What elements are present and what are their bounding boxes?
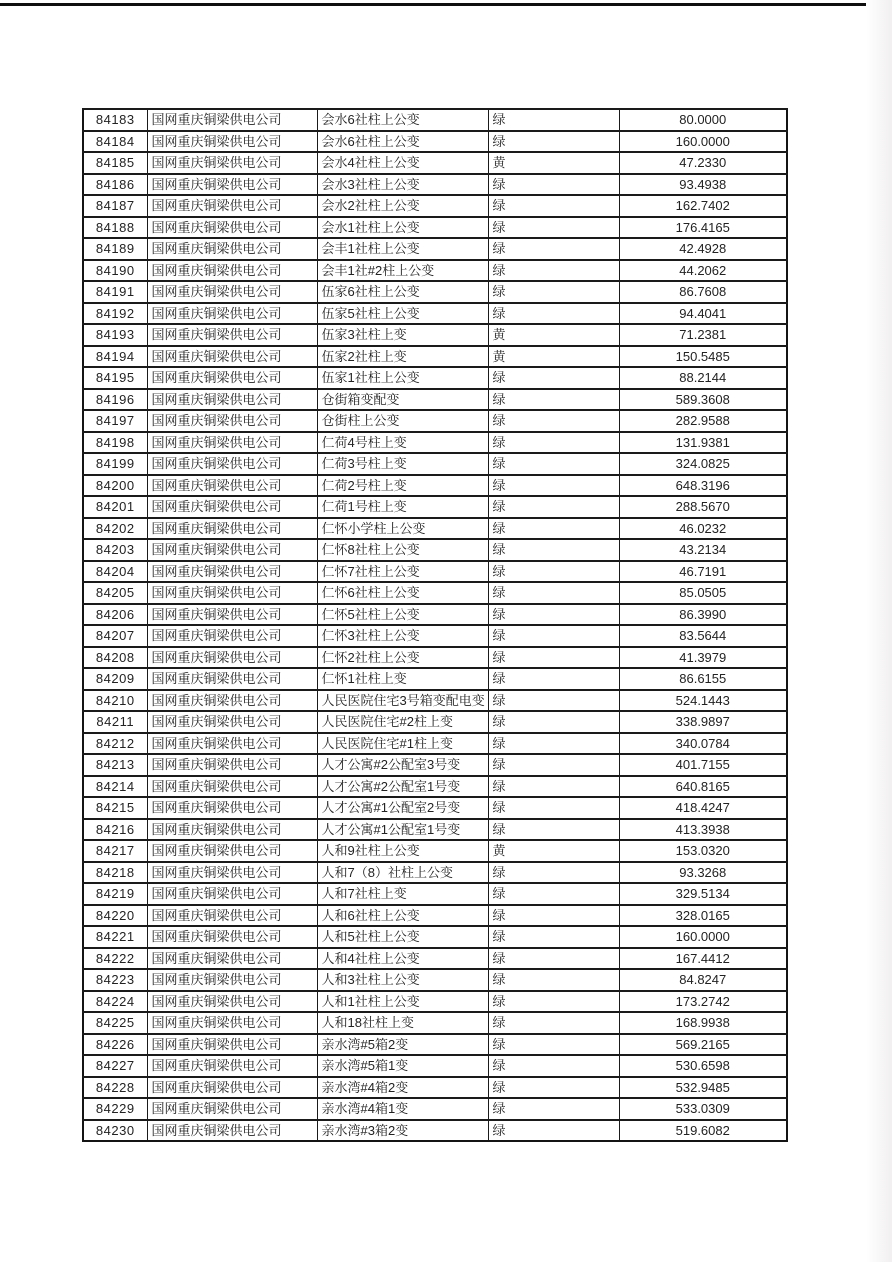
value-cell: 150.5485	[619, 346, 787, 368]
row-id-cell: 84211	[83, 711, 147, 733]
row-id-cell: 84200	[83, 475, 147, 497]
table-row	[83, 840, 787, 862]
status-cell: 绿	[488, 496, 619, 518]
row-id-cell: 84192	[83, 303, 147, 325]
value-cell: 160.0000	[619, 131, 787, 153]
table-row	[83, 195, 787, 217]
table-row	[83, 367, 787, 389]
row-id-cell: 84197	[83, 410, 147, 432]
status-cell: 绿	[488, 969, 619, 991]
row-id-cell: 84204	[83, 561, 147, 583]
transformer-name-cell: 会水2社柱上公变	[317, 195, 488, 217]
row-id-cell: 84189	[83, 238, 147, 260]
transformer-name-cell: 人和18社柱上变	[317, 1012, 488, 1034]
value-cell: 93.4938	[619, 174, 787, 196]
company-cell: 国网重庆铜梁供电公司	[147, 862, 317, 884]
transformer-name-cell: 仁怀3社柱上公变	[317, 625, 488, 647]
row-id-cell: 84218	[83, 862, 147, 884]
company-cell: 国网重庆铜梁供电公司	[147, 776, 317, 798]
transformer-name-cell: 仁荷3号柱上变	[317, 453, 488, 475]
company-cell: 国网重庆铜梁供电公司	[147, 948, 317, 970]
company-cell: 国网重庆铜梁供电公司	[147, 840, 317, 862]
transformer-name-cell: 仁怀8社柱上公变	[317, 539, 488, 561]
status-cell: 绿	[488, 754, 619, 776]
status-cell: 绿	[488, 604, 619, 626]
status-cell: 绿	[488, 260, 619, 282]
transformer-name-cell: 伍家2社柱上变	[317, 346, 488, 368]
status-cell: 绿	[488, 625, 619, 647]
transformer-name-cell: 仁怀1社柱上变	[317, 668, 488, 690]
transformer-name-cell: 会水6社柱上公变	[317, 131, 488, 153]
company-cell: 国网重庆铜梁供电公司	[147, 432, 317, 454]
status-cell: 绿	[488, 561, 619, 583]
company-cell: 国网重庆铜梁供电公司	[147, 561, 317, 583]
company-cell: 国网重庆铜梁供电公司	[147, 1120, 317, 1142]
row-id-cell: 84217	[83, 840, 147, 862]
status-cell: 绿	[488, 539, 619, 561]
value-cell: 153.0320	[619, 840, 787, 862]
table-row	[83, 324, 787, 346]
table-row	[83, 668, 787, 690]
row-id-cell: 84203	[83, 539, 147, 561]
status-cell: 绿	[488, 389, 619, 411]
company-cell: 国网重庆铜梁供电公司	[147, 883, 317, 905]
row-id-cell: 84198	[83, 432, 147, 454]
row-id-cell: 84219	[83, 883, 147, 905]
value-cell: 43.2134	[619, 539, 787, 561]
row-id-cell: 84193	[83, 324, 147, 346]
transformer-name-cell: 人和1社柱上公变	[317, 991, 488, 1013]
value-cell: 340.0784	[619, 733, 787, 755]
company-cell: 国网重庆铜梁供电公司	[147, 711, 317, 733]
table-row	[83, 862, 787, 884]
transformer-name-cell: 伍家1社柱上公变	[317, 367, 488, 389]
row-id-cell: 84207	[83, 625, 147, 647]
table-row	[83, 131, 787, 153]
status-cell: 绿	[488, 1034, 619, 1056]
row-id-cell: 84227	[83, 1055, 147, 1077]
status-cell: 绿	[488, 217, 619, 239]
status-cell: 绿	[488, 582, 619, 604]
status-cell: 绿	[488, 797, 619, 819]
table-row	[83, 518, 787, 540]
company-cell: 国网重庆铜梁供电公司	[147, 819, 317, 841]
status-cell: 绿	[488, 926, 619, 948]
value-cell: 83.5644	[619, 625, 787, 647]
transformer-name-cell: 会水6社柱上公变	[317, 109, 488, 131]
transformer-name-cell: 人和7社柱上变	[317, 883, 488, 905]
table-row	[83, 1077, 787, 1099]
transformer-table-body	[83, 109, 787, 1141]
table-row	[83, 561, 787, 583]
transformer-name-cell: 人民医院住宅#1柱上变	[317, 733, 488, 755]
row-id-cell: 84184	[83, 131, 147, 153]
company-cell: 国网重庆铜梁供电公司	[147, 453, 317, 475]
transformer-name-cell: 会水4社柱上公变	[317, 152, 488, 174]
value-cell: 173.2742	[619, 991, 787, 1013]
table-row	[83, 453, 787, 475]
company-cell: 国网重庆铜梁供电公司	[147, 496, 317, 518]
transformer-name-cell: 仁怀5社柱上公变	[317, 604, 488, 626]
transformer-name-cell: 人和6社柱上公变	[317, 905, 488, 927]
row-id-cell: 84190	[83, 260, 147, 282]
value-cell: 569.2165	[619, 1034, 787, 1056]
company-cell: 国网重庆铜梁供电公司	[147, 109, 317, 131]
status-cell: 绿	[488, 281, 619, 303]
row-id-cell: 84224	[83, 991, 147, 1013]
table-row	[83, 582, 787, 604]
table-row	[83, 152, 787, 174]
company-cell: 国网重庆铜梁供电公司	[147, 625, 317, 647]
value-cell: 338.9897	[619, 711, 787, 733]
transformer-name-cell: 人民医院住宅3号箱变配电变	[317, 690, 488, 712]
table-row	[83, 905, 787, 927]
transformer-name-cell: 仁怀6社柱上公变	[317, 582, 488, 604]
status-cell: 绿	[488, 776, 619, 798]
status-cell: 绿	[488, 303, 619, 325]
value-cell: 329.5134	[619, 883, 787, 905]
table-row	[83, 604, 787, 626]
company-cell: 国网重庆铜梁供电公司	[147, 1012, 317, 1034]
status-cell: 黄	[488, 840, 619, 862]
row-id-cell: 84228	[83, 1077, 147, 1099]
table-row	[83, 432, 787, 454]
transformer-name-cell: 人民医院住宅#2柱上变	[317, 711, 488, 733]
company-cell: 国网重庆铜梁供电公司	[147, 367, 317, 389]
company-cell: 国网重庆铜梁供电公司	[147, 582, 317, 604]
status-cell: 绿	[488, 174, 619, 196]
value-cell: 86.7608	[619, 281, 787, 303]
company-cell: 国网重庆铜梁供电公司	[147, 518, 317, 540]
company-cell: 国网重庆铜梁供电公司	[147, 303, 317, 325]
value-cell: 401.7155	[619, 754, 787, 776]
status-cell: 绿	[488, 647, 619, 669]
company-cell: 国网重庆铜梁供电公司	[147, 539, 317, 561]
company-cell: 国网重庆铜梁供电公司	[147, 754, 317, 776]
row-id-cell: 84188	[83, 217, 147, 239]
table-row	[83, 1120, 787, 1142]
transformer-name-cell: 亲水湾#5箱2变	[317, 1034, 488, 1056]
transformer-name-cell: 人才公寓#1公配室2号变	[317, 797, 488, 819]
value-cell: 44.2062	[619, 260, 787, 282]
value-cell: 46.0232	[619, 518, 787, 540]
transformer-name-cell: 人才公寓#1公配室1号变	[317, 819, 488, 841]
status-cell: 绿	[488, 711, 619, 733]
table-row	[83, 410, 787, 432]
transformer-name-cell: 会水3社柱上公变	[317, 174, 488, 196]
value-cell: 46.7191	[619, 561, 787, 583]
value-cell: 167.4412	[619, 948, 787, 970]
row-id-cell: 84220	[83, 905, 147, 927]
row-id-cell: 84199	[83, 453, 147, 475]
company-cell: 国网重庆铜梁供电公司	[147, 797, 317, 819]
status-cell: 绿	[488, 1098, 619, 1120]
table-row	[83, 948, 787, 970]
transformer-name-cell: 亲水湾#5箱1变	[317, 1055, 488, 1077]
value-cell: 418.4247	[619, 797, 787, 819]
transformer-name-cell: 人和9社柱上公变	[317, 840, 488, 862]
transformer-name-cell: 会水1社柱上公变	[317, 217, 488, 239]
value-cell: 85.0505	[619, 582, 787, 604]
row-id-cell: 84206	[83, 604, 147, 626]
table-row	[83, 496, 787, 518]
row-id-cell: 84216	[83, 819, 147, 841]
table-row	[83, 776, 787, 798]
value-cell: 86.3990	[619, 604, 787, 626]
status-cell: 绿	[488, 1055, 619, 1077]
transformer-name-cell: 仓街箱变配变	[317, 389, 488, 411]
status-cell: 绿	[488, 668, 619, 690]
company-cell: 国网重庆铜梁供电公司	[147, 475, 317, 497]
status-cell: 绿	[488, 1012, 619, 1034]
row-id-cell: 84208	[83, 647, 147, 669]
table-row	[83, 969, 787, 991]
page-edge-shadow	[866, 0, 892, 1262]
row-id-cell: 84230	[83, 1120, 147, 1142]
row-id-cell: 84196	[83, 389, 147, 411]
value-cell: 524.1443	[619, 690, 787, 712]
row-id-cell: 84215	[83, 797, 147, 819]
value-cell: 86.6155	[619, 668, 787, 690]
value-cell: 168.9938	[619, 1012, 787, 1034]
value-cell: 282.9588	[619, 410, 787, 432]
company-cell: 国网重庆铜梁供电公司	[147, 604, 317, 626]
transformer-name-cell: 仁荷1号柱上变	[317, 496, 488, 518]
company-cell: 国网重庆铜梁供电公司	[147, 346, 317, 368]
value-cell: 80.0000	[619, 109, 787, 131]
row-id-cell: 84209	[83, 668, 147, 690]
value-cell: 71.2381	[619, 324, 787, 346]
status-cell: 绿	[488, 819, 619, 841]
status-cell: 绿	[488, 109, 619, 131]
value-cell: 41.3979	[619, 647, 787, 669]
table-row	[83, 690, 787, 712]
transformer-name-cell: 仁怀2社柱上公变	[317, 647, 488, 669]
status-cell: 绿	[488, 905, 619, 927]
row-id-cell: 84194	[83, 346, 147, 368]
table-row	[83, 625, 787, 647]
row-id-cell: 84210	[83, 690, 147, 712]
company-cell: 国网重庆铜梁供电公司	[147, 690, 317, 712]
value-cell: 648.3196	[619, 475, 787, 497]
table-row	[83, 1098, 787, 1120]
table-row	[83, 303, 787, 325]
status-cell: 绿	[488, 131, 619, 153]
transformer-name-cell: 伍家3社柱上变	[317, 324, 488, 346]
status-cell: 绿	[488, 195, 619, 217]
transformer-name-cell: 仁荷2号柱上变	[317, 475, 488, 497]
table-row	[83, 174, 787, 196]
row-id-cell: 84186	[83, 174, 147, 196]
table-row	[83, 926, 787, 948]
transformer-name-cell: 亲水湾#4箱2变	[317, 1077, 488, 1099]
value-cell: 176.4165	[619, 217, 787, 239]
transformer-name-cell: 人和5社柱上公变	[317, 926, 488, 948]
transformer-name-cell: 人才公寓#2公配室3号变	[317, 754, 488, 776]
status-cell: 绿	[488, 1077, 619, 1099]
value-cell: 530.6598	[619, 1055, 787, 1077]
value-cell: 640.8165	[619, 776, 787, 798]
value-cell: 519.6082	[619, 1120, 787, 1142]
transformer-name-cell: 人和3社柱上公变	[317, 969, 488, 991]
company-cell: 国网重庆铜梁供电公司	[147, 969, 317, 991]
row-id-cell: 84183	[83, 109, 147, 131]
status-cell: 黄	[488, 346, 619, 368]
value-cell: 288.5670	[619, 496, 787, 518]
table-row	[83, 260, 787, 282]
company-cell: 国网重庆铜梁供电公司	[147, 324, 317, 346]
status-cell: 绿	[488, 238, 619, 260]
status-cell: 绿	[488, 883, 619, 905]
row-id-cell: 84187	[83, 195, 147, 217]
value-cell: 160.0000	[619, 926, 787, 948]
company-cell: 国网重庆铜梁供电公司	[147, 905, 317, 927]
value-cell: 88.2144	[619, 367, 787, 389]
company-cell: 国网重庆铜梁供电公司	[147, 281, 317, 303]
row-id-cell: 84225	[83, 1012, 147, 1034]
value-cell: 328.0165	[619, 905, 787, 927]
status-cell: 绿	[488, 367, 619, 389]
value-cell: 413.3938	[619, 819, 787, 841]
company-cell: 国网重庆铜梁供电公司	[147, 668, 317, 690]
transformer-name-cell: 亲水湾#3箱2变	[317, 1120, 488, 1142]
table-row	[83, 991, 787, 1013]
transformer-name-cell: 伍家6社柱上公变	[317, 281, 488, 303]
transformer-name-cell: 仁荷4号柱上变	[317, 432, 488, 454]
transformer-name-cell: 伍家5社柱上公变	[317, 303, 488, 325]
status-cell: 黄	[488, 152, 619, 174]
table-row	[83, 797, 787, 819]
value-cell: 84.8247	[619, 969, 787, 991]
row-id-cell: 84202	[83, 518, 147, 540]
status-cell: 绿	[488, 862, 619, 884]
transformer-name-cell: 仁怀小学柱上公变	[317, 518, 488, 540]
company-cell: 国网重庆铜梁供电公司	[147, 410, 317, 432]
table-row	[83, 109, 787, 131]
transformer-name-cell: 仓街柱上公变	[317, 410, 488, 432]
row-id-cell: 84221	[83, 926, 147, 948]
status-cell: 绿	[488, 690, 619, 712]
transformer-name-cell: 仁怀7社柱上公变	[317, 561, 488, 583]
row-id-cell: 84226	[83, 1034, 147, 1056]
value-cell: 131.9381	[619, 432, 787, 454]
value-cell: 93.3268	[619, 862, 787, 884]
transformer-table	[82, 108, 788, 1142]
company-cell: 国网重庆铜梁供电公司	[147, 152, 317, 174]
table-row	[83, 281, 787, 303]
status-cell: 绿	[488, 475, 619, 497]
company-cell: 国网重庆铜梁供电公司	[147, 238, 317, 260]
transformer-name-cell: 人和7（8）社柱上公变	[317, 862, 488, 884]
company-cell: 国网重庆铜梁供电公司	[147, 260, 317, 282]
company-cell: 国网重庆铜梁供电公司	[147, 174, 317, 196]
table-row	[83, 1034, 787, 1056]
table-row	[83, 883, 787, 905]
table-row	[83, 346, 787, 368]
company-cell: 国网重庆铜梁供电公司	[147, 195, 317, 217]
value-cell: 42.4928	[619, 238, 787, 260]
company-cell: 国网重庆铜梁供电公司	[147, 991, 317, 1013]
company-cell: 国网重庆铜梁供电公司	[147, 217, 317, 239]
table-row	[83, 389, 787, 411]
value-cell: 324.0825	[619, 453, 787, 475]
status-cell: 绿	[488, 948, 619, 970]
company-cell: 国网重庆铜梁供电公司	[147, 131, 317, 153]
transformer-name-cell: 亲水湾#4箱1变	[317, 1098, 488, 1120]
table-row	[83, 238, 787, 260]
value-cell: 47.2330	[619, 152, 787, 174]
company-cell: 国网重庆铜梁供电公司	[147, 647, 317, 669]
row-id-cell: 84191	[83, 281, 147, 303]
table-row	[83, 475, 787, 497]
scan-artifact-top-line	[0, 3, 866, 6]
company-cell: 国网重庆铜梁供电公司	[147, 733, 317, 755]
company-cell: 国网重庆铜梁供电公司	[147, 1034, 317, 1056]
row-id-cell: 84222	[83, 948, 147, 970]
table-row	[83, 539, 787, 561]
row-id-cell: 84201	[83, 496, 147, 518]
row-id-cell: 84223	[83, 969, 147, 991]
table-row	[83, 217, 787, 239]
table-row	[83, 711, 787, 733]
company-cell: 国网重庆铜梁供电公司	[147, 389, 317, 411]
table-row	[83, 1055, 787, 1077]
table-row	[83, 754, 787, 776]
value-cell: 94.4041	[619, 303, 787, 325]
value-cell: 532.9485	[619, 1077, 787, 1099]
transformer-name-cell: 会丰1社#2柱上公变	[317, 260, 488, 282]
status-cell: 绿	[488, 518, 619, 540]
status-cell: 绿	[488, 1120, 619, 1142]
row-id-cell: 84195	[83, 367, 147, 389]
company-cell: 国网重庆铜梁供电公司	[147, 1077, 317, 1099]
row-id-cell: 84229	[83, 1098, 147, 1120]
status-cell: 绿	[488, 432, 619, 454]
table-row	[83, 819, 787, 841]
value-cell: 533.0309	[619, 1098, 787, 1120]
status-cell: 绿	[488, 453, 619, 475]
row-id-cell: 84212	[83, 733, 147, 755]
value-cell: 162.7402	[619, 195, 787, 217]
row-id-cell: 84185	[83, 152, 147, 174]
table-row	[83, 647, 787, 669]
status-cell: 绿	[488, 733, 619, 755]
company-cell: 国网重庆铜梁供电公司	[147, 926, 317, 948]
transformer-name-cell: 人才公寓#2公配室1号变	[317, 776, 488, 798]
row-id-cell: 84213	[83, 754, 147, 776]
status-cell: 绿	[488, 410, 619, 432]
value-cell: 589.3608	[619, 389, 787, 411]
table-row	[83, 733, 787, 755]
company-cell: 国网重庆铜梁供电公司	[147, 1098, 317, 1120]
status-cell: 绿	[488, 991, 619, 1013]
row-id-cell: 84214	[83, 776, 147, 798]
transformer-name-cell: 人和4社柱上公变	[317, 948, 488, 970]
row-id-cell: 84205	[83, 582, 147, 604]
company-cell: 国网重庆铜梁供电公司	[147, 1055, 317, 1077]
transformer-name-cell: 会丰1社柱上公变	[317, 238, 488, 260]
table-row	[83, 1012, 787, 1034]
status-cell: 黄	[488, 324, 619, 346]
